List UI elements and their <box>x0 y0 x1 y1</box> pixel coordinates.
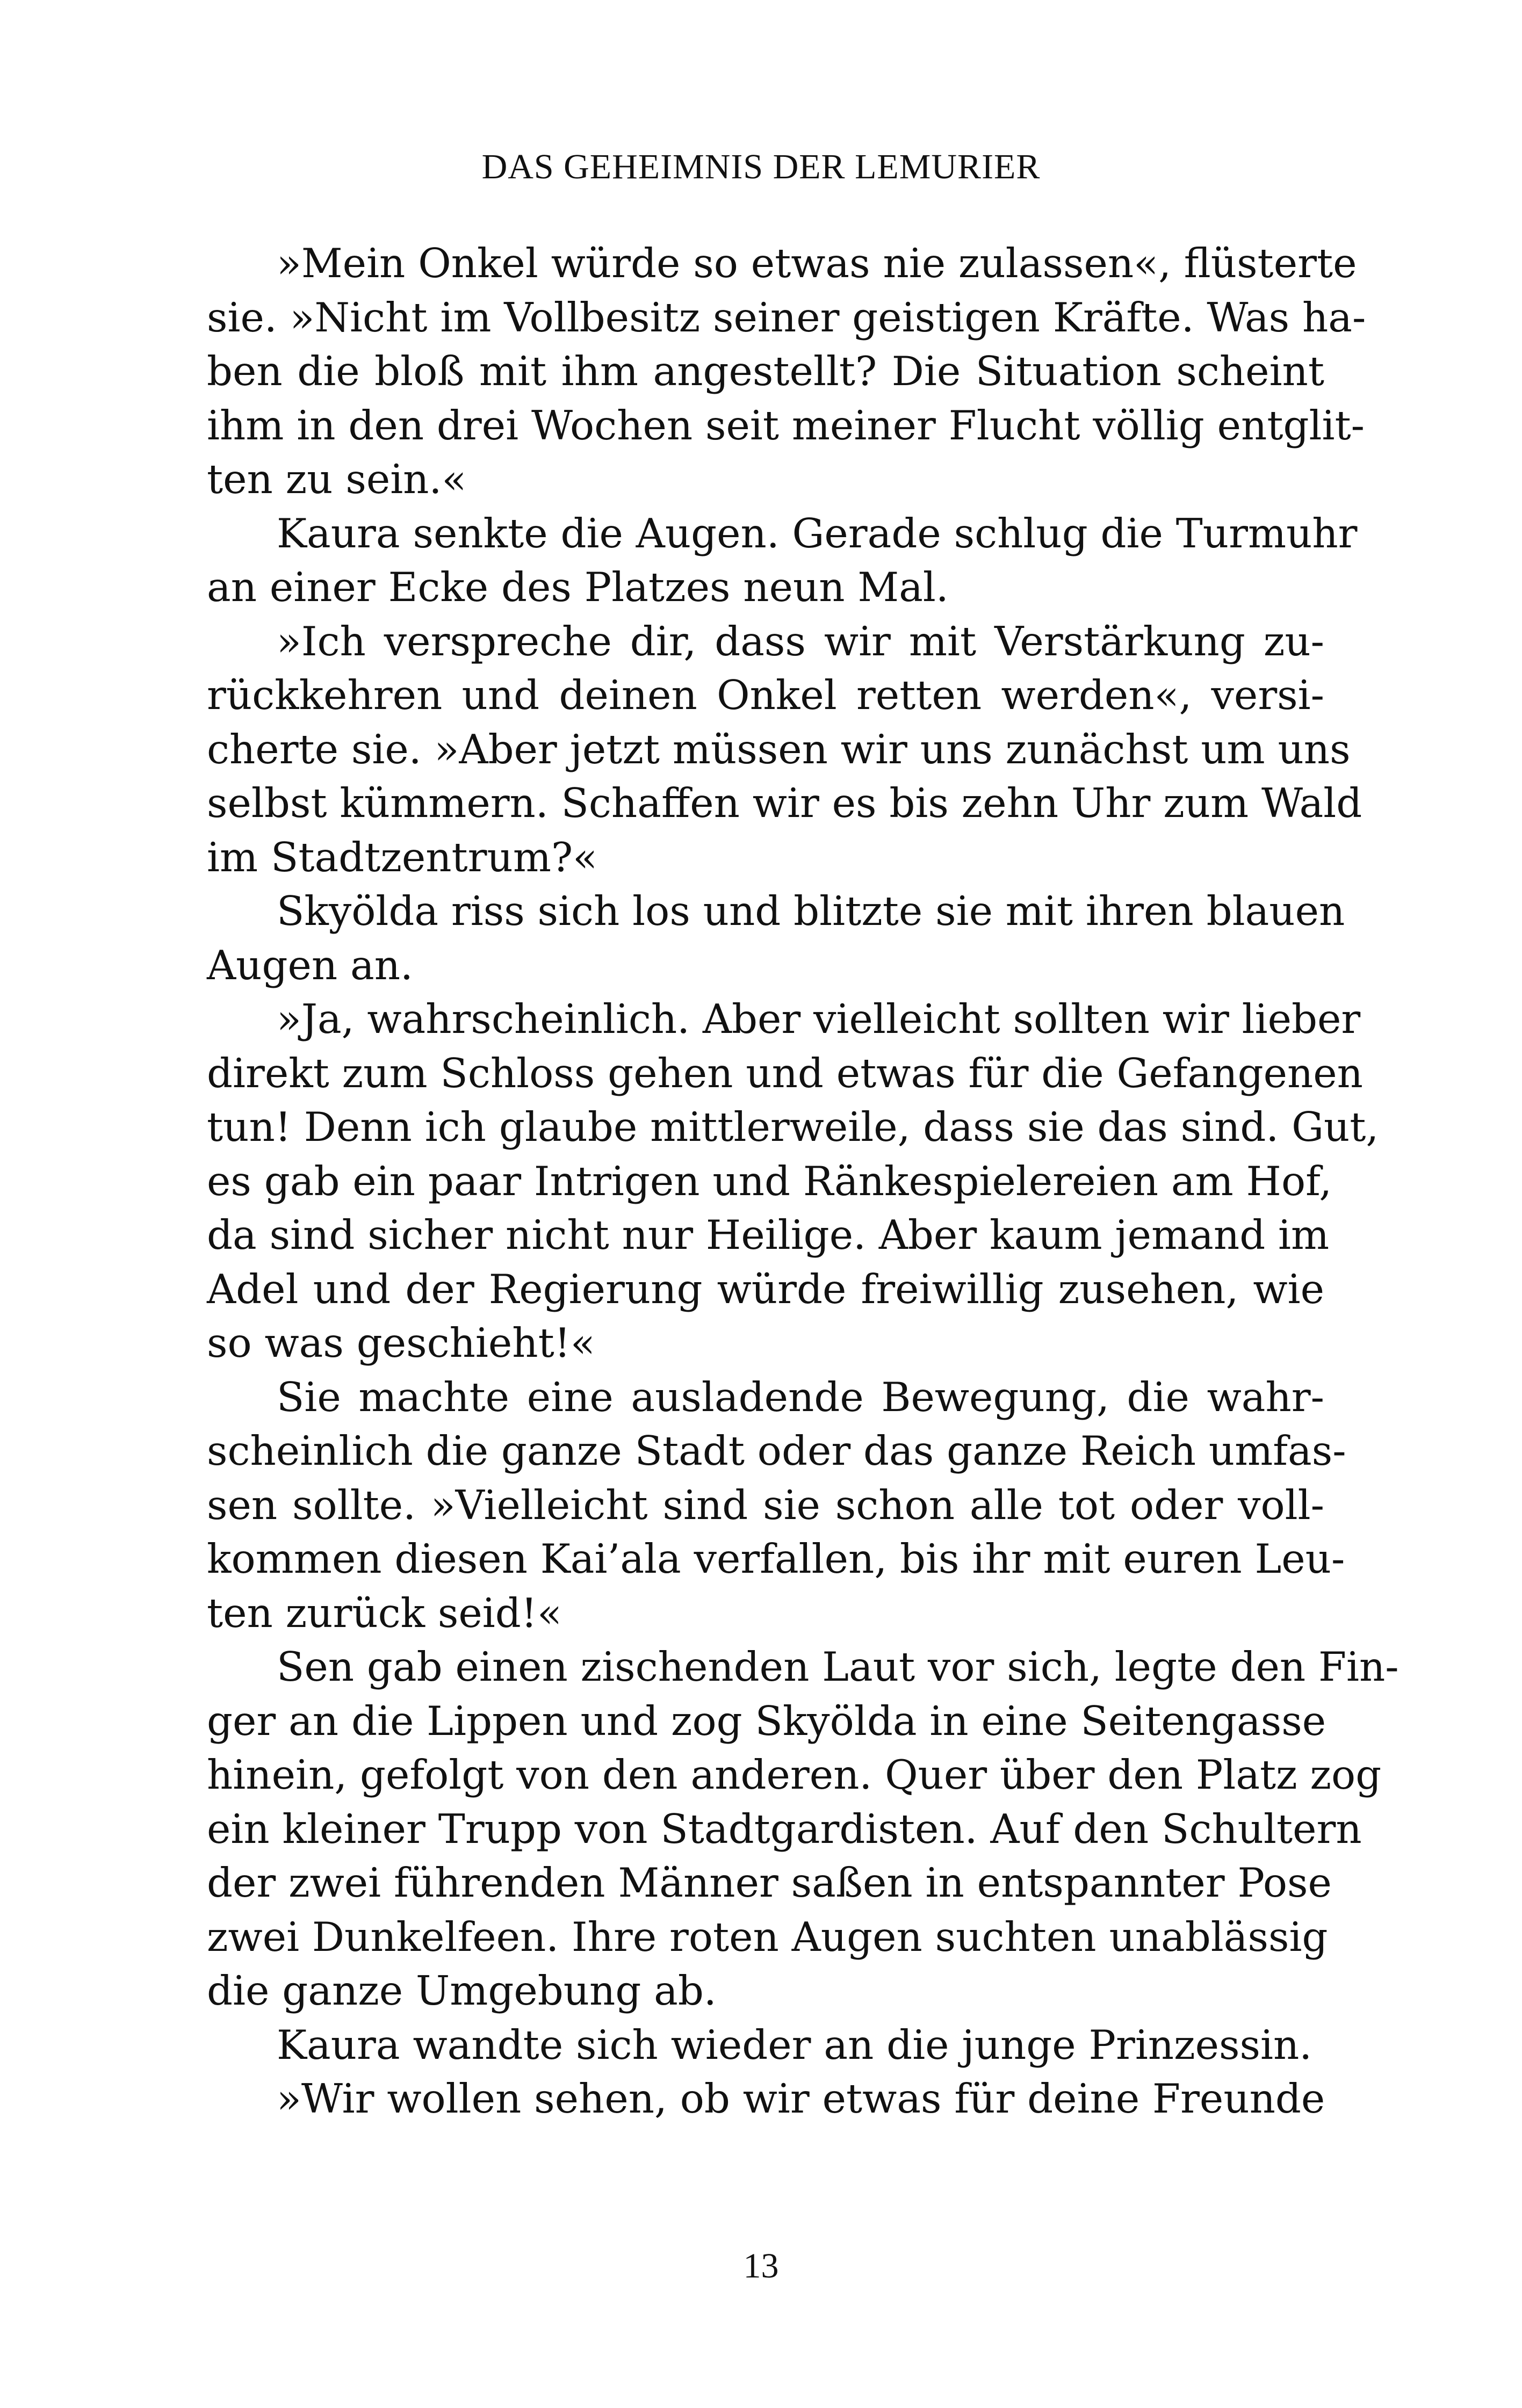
paragraph <box>207 614 1362 885</box>
text-line: scheinlich die ganze Stadt oder das ganze Reich umfas- <box>207 1427 1346 1474</box>
text-line: »Mein Onkel würde so etwas nie zulassen«, flüsterte <box>277 240 1357 287</box>
paragraph <box>207 236 1366 507</box>
paragraph <box>207 507 1358 614</box>
text-line: tun! Denn ich glaube mittlerweile, dass sie das sind. Gut, <box>207 1103 1379 1151</box>
text-line: Adel und der Regierung würde freiwillig zusehen, wie <box>207 1265 1324 1313</box>
text-line: die ganze Umgebung ab. <box>207 1967 717 2014</box>
text-line: Kaura wandte sich wieder an die junge Prinzessin. <box>277 2021 1312 2069</box>
text-line: so was geschieht!« <box>207 1319 595 1366</box>
text-line: »Ich verspreche dir, dass wir mit Verstärkung zu- <box>277 617 1324 665</box>
running-head: DAS GEHEIMNIS DER LEMURIER <box>481 147 1041 186</box>
text-line: sen sollte. »Vielleicht sind sie schon alle tot oder voll- <box>207 1481 1324 1529</box>
text-line: Augen an. <box>207 941 413 989</box>
text-line: ger an die Lippen und zog Skyölda in eine Seitengasse <box>207 1697 1326 1745</box>
text-line: im Stadtzentrum?« <box>207 833 598 881</box>
text-line: ihm in den drei Wochen seit meiner Flucht völlig entglit- <box>207 401 1365 449</box>
paragraph <box>207 2018 1324 2072</box>
text-line: »Ja, wahrscheinlich. Aber vielleicht sollten wir lieber <box>277 995 1361 1043</box>
text-line: da sind sicher nicht nur Heilige. Aber kaum jemand im <box>207 1211 1330 1259</box>
text-line: an einer Ecke des Platzes neun Mal. <box>207 563 949 611</box>
text-line: Kaura senkte die Augen. Gerade schlug die Turmuhr <box>277 509 1358 557</box>
paragraph <box>207 992 1379 1370</box>
text-line: rückkehren und deinen Onkel retten werden«, versi- <box>207 671 1324 719</box>
body-text <box>207 236 1399 2126</box>
text-line: kommen diesen Kai’ala verfallen, bis ihr mit euren Leu- <box>207 1535 1345 1582</box>
text-line: es gab ein paar Intrigen und Ränkespielereien am Hof, <box>207 1157 1332 1205</box>
text-line: Sen gab einen zischenden Laut vor sich, legte den Fin- <box>277 1643 1399 1690</box>
text-line: Sie machte eine ausladende Bewegung, die wahr- <box>277 1373 1324 1421</box>
text-line: ein kleiner Trupp von Stadtgardisten. Auf den Schultern <box>207 1805 1362 1853</box>
text-line: ben die bloß mit ihm angestellt? Die Situation scheint <box>207 348 1324 395</box>
text-line: der zwei führenden Männer saßen in entspannter Pose <box>207 1859 1332 1906</box>
text-line: ten zu sein.« <box>207 455 467 503</box>
paragraph <box>207 2072 1324 2126</box>
paragraph <box>207 1370 1346 1640</box>
page-number: 13 <box>743 2246 779 2286</box>
paragraph <box>207 884 1345 992</box>
text-line: selbst kümmern. Schaffen wir es bis zehn Uhr zum Wald <box>207 779 1362 827</box>
text-line: »Wir wollen sehen, ob wir etwas für deine Freunde <box>277 2075 1325 2122</box>
text-line: Skyölda riss sich los und blitzte sie mit ihren blauen <box>277 887 1345 935</box>
text-line: ten zurück seid!« <box>207 1589 562 1637</box>
text-line: zwei Dunkelfeen. Ihre roten Augen suchten unablässig <box>207 1913 1328 1961</box>
text-line: cherte sie. »Aber jetzt müssen wir uns zunächst um uns <box>207 725 1351 773</box>
text-line: direkt zum Schloss gehen und etwas für die Gefangenen <box>207 1049 1363 1097</box>
text-line: sie. »Nicht im Vollbesitz seiner geistigen Kräfte. Was ha- <box>207 293 1366 341</box>
paragraph <box>207 1640 1399 2018</box>
text-line: hinein, gefolgt von den anderen. Quer über den Platz zog <box>207 1751 1382 1798</box>
